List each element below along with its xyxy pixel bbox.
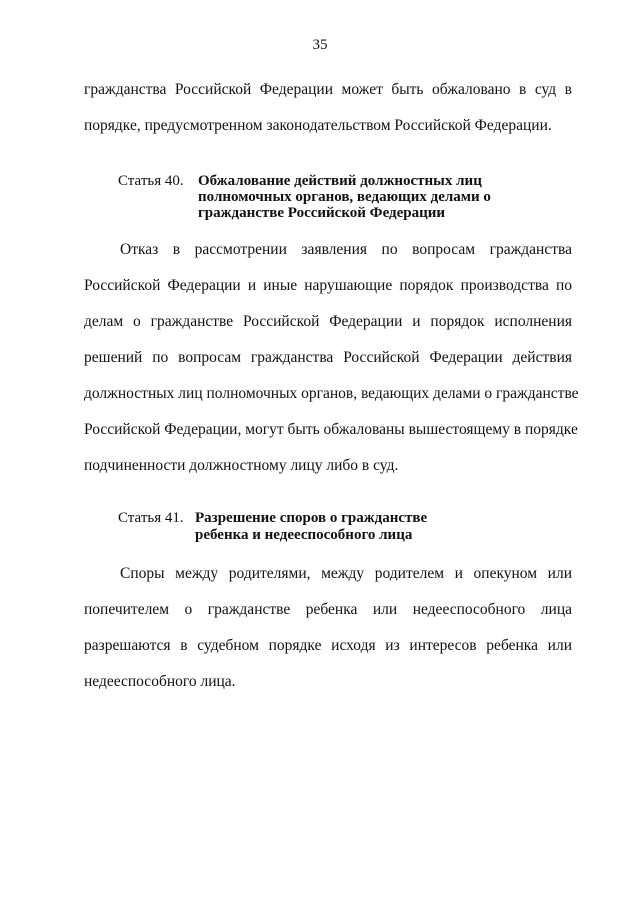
text-line: решений по вопросам гражданства Российской Федерации действия — [84, 349, 572, 366]
article-title-line: Разрешение споров о гражданстве — [195, 510, 428, 526]
text-line: недееспособного лица. — [84, 673, 236, 690]
text-line: разрешаются в судебном порядке исходя из интересов ребенка или — [84, 637, 572, 654]
text-line: Российской Федерации и иные нарушающие порядок производства по — [84, 277, 572, 294]
text-line: гражданства Российской Федерации может быть обжаловано в суд в — [84, 81, 572, 98]
text-line: Российской Федерации, могут быть обжалованы вышестоящему в порядке — [84, 421, 578, 438]
article-title-line: Обжалование действий должностных лиц — [198, 173, 482, 189]
text-line: Споры между родителями, между родителем и опекуном или — [120, 565, 572, 582]
text-line: порядке, предусмотренном законодательством Российской Федерации. — [84, 117, 552, 134]
article-title-line: ребенка и недееспособного лица — [195, 527, 413, 543]
text-line: делам о гражданстве Российской Федерации и порядок исполнения — [84, 313, 572, 330]
article-title-line: гражданстве Российской Федерации — [198, 205, 446, 221]
text-line: попечителем о гражданстве ребенка или недееспособного лица — [84, 601, 572, 618]
article-label: Статья 41. — [118, 510, 184, 526]
page-number: 35 — [312, 37, 328, 53]
article-title-line: полномочных органов, ведающих делами о — [198, 189, 491, 205]
text-line: подчиненности должностному лицу либо в суд. — [84, 457, 399, 474]
text-line: Отказ в рассмотрении заявления по вопросам гражданства — [120, 241, 572, 258]
article-label: Статья 40. — [118, 173, 184, 189]
text-line: должностных лиц полномочных органов, ведающих делами о гражданстве — [84, 385, 579, 402]
